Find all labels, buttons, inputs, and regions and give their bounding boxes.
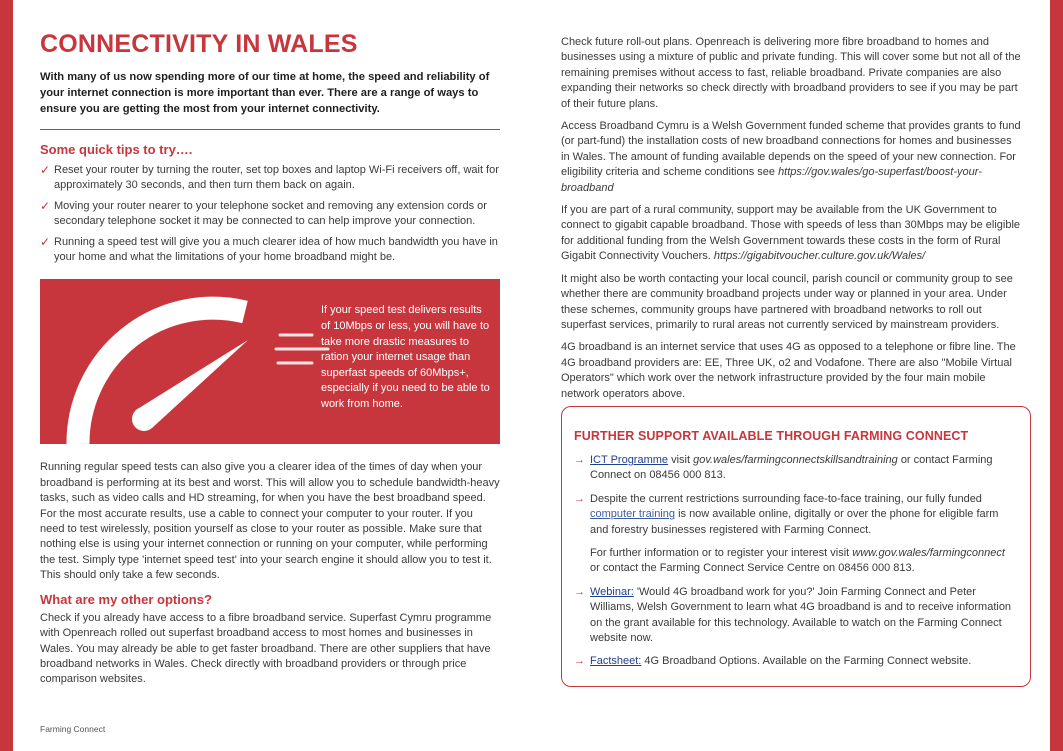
skills-training-url[interactable]: gov.wales/farmingconnectskillsandtraining [693, 454, 898, 466]
check-icon: ✓ [40, 198, 51, 213]
training-text-a: Despite the current restrictions surrounding face-to-face training, our fully funded [590, 492, 982, 505]
register-text-a: For further information or to register your interest visit [590, 547, 850, 560]
further-support-box [561, 406, 1031, 687]
section-divider [40, 129, 500, 130]
farming-connect-url[interactable]: www.gov.wales/farmingconnect [852, 547, 1005, 560]
tip-text: Moving your router nearer to your telephone socket and removing any extension cords or secondary telephone socket it may be connected to can help improve your connection. [54, 199, 487, 228]
arrow-right-icon: → [574, 585, 585, 598]
rural-voucher-text: If you are part of a rural community, support may be available from the UK Government to connect to gigabit capable broadband. Those with speeds of less than 30Mbps may be eligible for additional funding from the Welsh Government towards these costs in the form of Rural Gigabit Connectivity Vouchers. [561, 204, 1021, 263]
list-item [40, 235, 500, 266]
access-broadband-paragraph [561, 119, 1023, 196]
register-text-b: or contact the Farming Connect Service Centre on 08456 000 813. [590, 562, 915, 575]
arrow-right-icon: → [574, 492, 585, 505]
check-icon: ✓ [40, 234, 51, 249]
speed-banner [40, 279, 500, 444]
4g-paragraph: 4G broadband is an internet service that uses 4G as opposed to a telephone or fibre line. The 4G broadband providers are: EE, Three UK, o2 and Vodafone. There are also "Mobile Virtual Operators" which work over the network infrastructure provided by the four main mobile network operators above. [561, 341, 1016, 400]
rollout-paragraph: Check future roll-out plans. Openreach is delivering more fibre broadband to homes and businesses using a mixture of public and private funding. This will cover some but not all of the remaining premises without access to fast, reliable broadband. Private companies are also expanding their networks so check directly with broadband providers to see if you may be part of their future plans. [561, 36, 1021, 110]
check-icon: ✓ [40, 163, 51, 177]
arrow-right-icon: → [574, 454, 585, 466]
list-item [574, 492, 1016, 538]
banner-text: If your speed test delivers results of 10Mbps or less, you will have to take more drastic measures to ration your internet usage than superfast speeds of 60Mbps+, especially if you need to be able to work from home. [321, 304, 490, 410]
speedometer-icon [40, 279, 340, 444]
tip-text: Reset your router by turning the router, set top boxes and laptop Wi-Fi receivers off, wait for approximately 30 seconds, and then turn them back on again. [54, 164, 499, 192]
rural-voucher-paragraph [561, 203, 1023, 265]
ict-programme-link[interactable]: ICT Programme [590, 454, 669, 466]
speed-test-paragraph: Running regular speed tests can also give you a clearer idea of the times of day when your broadband is performing at its best and worst. This will allow you to schedule bandwidth-heavy tasks, such as video calls and HD streaming, for when you have the best broadband speed. For the most accurate results, use a cable to connect your computer to your router. If you need to test wirelessly, position yourself as close to your router as possible. Make sure that nothing else is using your internet connection or running on your computer, while performing the test. Simply type 'internet speed test' into your search engine it should allow you to test it. This should only take a few seconds. [40, 461, 500, 582]
tips-list [40, 163, 500, 265]
computer-training-link[interactable]: computer training [590, 508, 675, 521]
arrow-right-icon: → [574, 655, 585, 668]
list-item [574, 453, 1016, 484]
right-edge-band [1050, 0, 1063, 751]
tip-text: Running a speed test will give you a much clearer idea of how much bandwidth you have in your home and what the limitations of your home broadband might be. [54, 235, 498, 264]
ict-text-a: visit [671, 454, 691, 466]
gigabit-voucher-url[interactable]: https://gigabitvoucher.culture.gov.uk/Wales/ [713, 250, 926, 263]
factsheet-text: 4G Broadband Options. Available on the Farming Connect website. [644, 655, 972, 668]
tips-heading: Some quick tips to try…. [40, 142, 193, 157]
webinar-link[interactable]: Webinar: [590, 585, 634, 598]
intro-paragraph: With many of us now spending more of our time at home, the speed and reliability of your internet connection is more important than ever. There are a range of ways to ensure you are getting the most from your internet connectivity. [40, 71, 490, 115]
options-heading: What are my other options? [40, 591, 212, 607]
ict-text-b: or contact Farming Connect on 08456 000 813. [590, 454, 993, 482]
factsheet-link[interactable]: Factsheet: [590, 655, 642, 668]
community-paragraph: It might also be worth contacting your local council, parish council or community group to see whether there are community broadband projects under way or planned in your area. Under these schemes, community groups have partnered with broadband networks to roll out superfast services, primarily to rural areas not currently serviced by mainstream providers. [561, 272, 1013, 331]
support-heading: FURTHER SUPPORT AVAILABLE THROUGH FARMING CONNECT [574, 429, 969, 443]
access-broadband-text: Access Broadband Cymru is a Welsh Government funded scheme that provides grants to fund (or part-fund) the installation costs of new broadband connections for homes and businesses in Wales. The amount of funding available depends on the speed of your new connection. For eligibility criteria and scheme conditions see [561, 120, 1021, 179]
register-paragraph [574, 546, 1016, 577]
list-item [40, 199, 500, 230]
boost-broadband-url[interactable]: https://gov.wales/go-superfast/boost-your-broadband [561, 166, 982, 194]
webinar-text: 'Would 4G broadband work for you?' Join Farming Connect and Peter Williams, Welsh Government to learn what 4G broadband is and to receive information on the grant available for this technology. Available to watch on the Farming Connect website now. [590, 585, 1012, 645]
list-item [40, 163, 500, 194]
right-column [561, 35, 1023, 409]
options-paragraph: Check if you already have access to a fibre broadband service. Superfast Cymru programme with Openreach rolled out superfast broadband access to most homes and businesses in Wales. You may already be able to get faster broadband. There are other suppliers that have broadband networks in Wales. Check directly with broadband providers or through price comparison websites. [40, 611, 492, 686]
page-title: CONNECTIVITY IN WALES [40, 30, 358, 58]
list-item [574, 654, 1016, 669]
left-edge-band [0, 0, 13, 751]
training-text-b: is now available online, digitally or over the phone for eligible farm and forestry businesses registered with Farming Connect. [590, 508, 999, 536]
footer-label: Farming Connect [40, 724, 106, 734]
list-item [574, 585, 1016, 647]
left-column [40, 30, 500, 688]
